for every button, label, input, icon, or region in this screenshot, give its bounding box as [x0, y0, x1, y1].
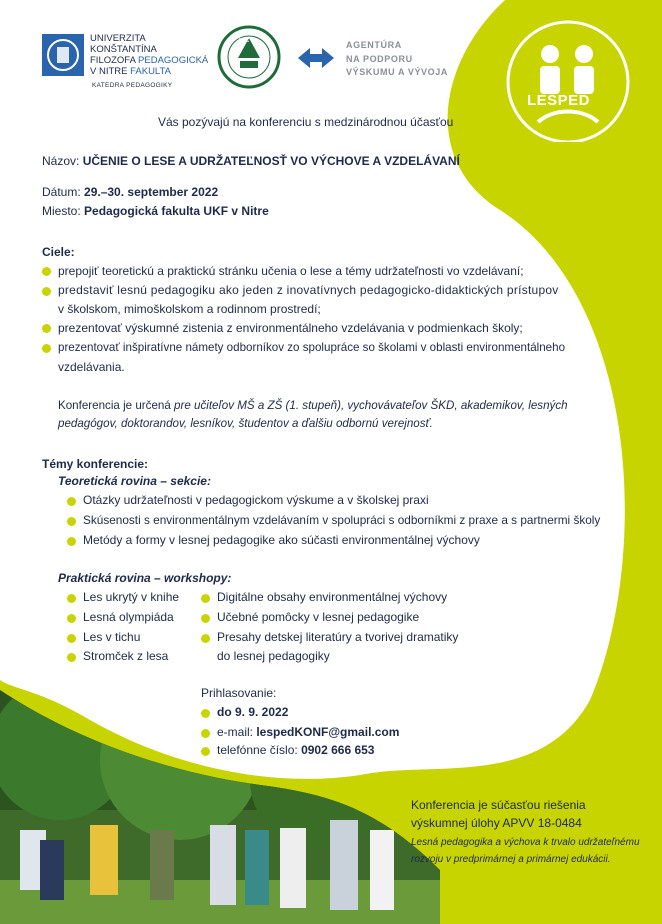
topics-title: Témy konferencie:: [42, 457, 149, 471]
email-label: e-mail:: [217, 725, 257, 739]
apvv-line-1: AGENTÚRA: [346, 40, 402, 50]
registration-title: Prihlasovanie:: [201, 686, 277, 700]
goal-item: prezentovať výskumné zistenia z environmentálneho vzdelávania v podmienkach školy;: [58, 321, 523, 335]
goal-item: prezentovať inšpiratívne námety odborníkov zo spolupráce so školami v oblasti environmentálneho: [58, 341, 566, 354]
audience-lead: Konferencia je určená: [58, 399, 175, 412]
bullet-dot: [67, 497, 76, 506]
practice-item: Les ukrytý v knihe: [83, 590, 180, 604]
bullet-dot: [201, 594, 210, 603]
bullet-dot: [201, 709, 210, 718]
ukf-line-3: FILOZOFA: [90, 55, 136, 66]
practice-item: Les v tichu: [83, 630, 141, 644]
audience-list: pre učiteľov MŠ a ZŠ (1. stupeň), vychovávateľov ŠKD, akademikov, lesných: [174, 399, 568, 412]
goals-title: Ciele:: [42, 245, 75, 259]
date-label: Dátum:: [42, 185, 81, 199]
name-row: [42, 153, 460, 169]
theory-item: Otázky udržateľnosti v pedagogickom výskume a v školskej praxi: [83, 493, 429, 507]
footer-italic: [411, 834, 640, 868]
apvv-arrows-icon: [296, 38, 336, 78]
practice-item: Lesná olympiáda: [83, 610, 174, 624]
apvv-name: [346, 39, 448, 80]
bullet-dot: [67, 517, 76, 526]
apvv-line-3: VÝSKUMU A VÝVOJA: [346, 67, 448, 77]
invite-text: Vás pozývajú na konferenciu s medzinárodnou účasťou: [158, 115, 454, 129]
footer-text: [411, 796, 586, 832]
goal-item: predstaviť lesnú pedagogiku ako jeden z inovatívnych pedagogicko-didaktických prístupov: [58, 283, 559, 297]
bullet-dot: [201, 729, 210, 738]
practice-title: Praktická rovina – workshopy:: [58, 571, 232, 585]
registration-email-row: [217, 724, 399, 740]
nlc-logo-text: NLC: [239, 38, 250, 44]
bullet-dot: [42, 344, 51, 353]
phone-number: 0902 666 653: [301, 743, 375, 757]
ukf-seal-icon: [42, 34, 84, 76]
bullet-dot: [67, 653, 76, 662]
ukf-line-5: V NITRE: [90, 66, 128, 77]
goal-item: prepojiť teoretickú a praktickú stránku učenia o lese a témy udržateľnosti vo vzdelávaní;: [58, 264, 524, 278]
registration-phone-row: [217, 742, 374, 758]
bullet-dot: [67, 614, 76, 623]
theory-title: Teoretická rovina – sekcie:: [58, 474, 211, 488]
bullet-dot: [201, 634, 210, 643]
registration-deadline: do 9. 9. 2022: [217, 705, 289, 719]
nlc-logo-icon: [216, 24, 282, 90]
date-row: [42, 184, 218, 200]
email-link[interactable]: lespedKONF@gmail.com: [256, 725, 400, 739]
bullet-dot: [201, 747, 210, 756]
phone-label: telefónne číslo:: [217, 743, 302, 757]
ukf-line-6: FAKULTA: [130, 66, 171, 77]
practice-item: Presahy detskej literatúry a tvorivej dramatiky: [217, 630, 459, 644]
lesped-logo-text: LESPED: [527, 92, 591, 109]
date-value: 29.–30. september 2022: [84, 185, 219, 199]
footer-line-3: Lesná pedagogika a výchova k trvalo udržateľnému: [411, 837, 640, 848]
bullet-dot: [42, 267, 51, 276]
ukf-line-1: UNIVERZITA: [90, 33, 146, 44]
ukf-name: [90, 33, 208, 77]
ukf-line-2: KONŠTANTÍNA: [90, 44, 157, 55]
practice-item: Stromček z lesa: [83, 649, 169, 663]
practice-item: Digitálne obsahy environmentálnej výchovy: [217, 590, 448, 604]
bullet-dot: [67, 634, 76, 643]
name-value: UČENIE O LESE A UDRŽATEĽNOSŤ VO VÝCHOVE A VZDELÁVANÍ: [82, 154, 460, 168]
ukf-katedra: KATEDRA PEDAGOGIKY: [92, 82, 173, 89]
audience-line-2: pedagógov, doktorandov, lesníkov, študentov a ďalšiu odbornú verejnosť.: [58, 417, 433, 430]
audience-line-1: [58, 398, 568, 414]
apvv-line-2: NA PODPORU: [346, 53, 413, 64]
practice-item-cont: do lesnej pedagogiky: [217, 649, 330, 663]
place-value: Pedagogická fakulta UKF v Nitre: [84, 204, 269, 218]
bullet-dot: [67, 537, 76, 546]
bullet-dot: [42, 324, 51, 333]
theory-item: Skúsenosti s environmentálnym vzdelávaním v spolupráci s odborníkmi z praxe a s partnermi školy: [83, 513, 601, 527]
place-row: [42, 203, 269, 219]
goal-item: vzdelávania.: [58, 360, 125, 374]
bullet-dot: [67, 594, 76, 603]
lesped-logo: [494, 18, 646, 142]
footer-line-2: výskumnej úlohy APVV 18-0484: [411, 816, 582, 830]
ukf-line-4: PEDAGOGICKÁ: [138, 55, 209, 66]
footer-line-1: Konferencia je súčasťou riešenia: [411, 798, 586, 812]
place-label: Miesto:: [42, 204, 81, 218]
bullet-dot: [201, 614, 210, 623]
practice-item: Učebné pomôcky v lesnej pedagogike: [217, 610, 420, 624]
theory-item: Metódy a formy v lesnej pedagogike ako súčasti environmentálnej výchovy: [83, 533, 480, 547]
goal-item: v školskom, mimoškolskom a rodinnom prostredí;: [58, 302, 321, 316]
bullet-dot: [42, 287, 51, 296]
name-label: Názov:: [42, 154, 80, 168]
footer-line-4: rozvoju v predprimárnej a primárnej edukácii.: [411, 854, 611, 865]
